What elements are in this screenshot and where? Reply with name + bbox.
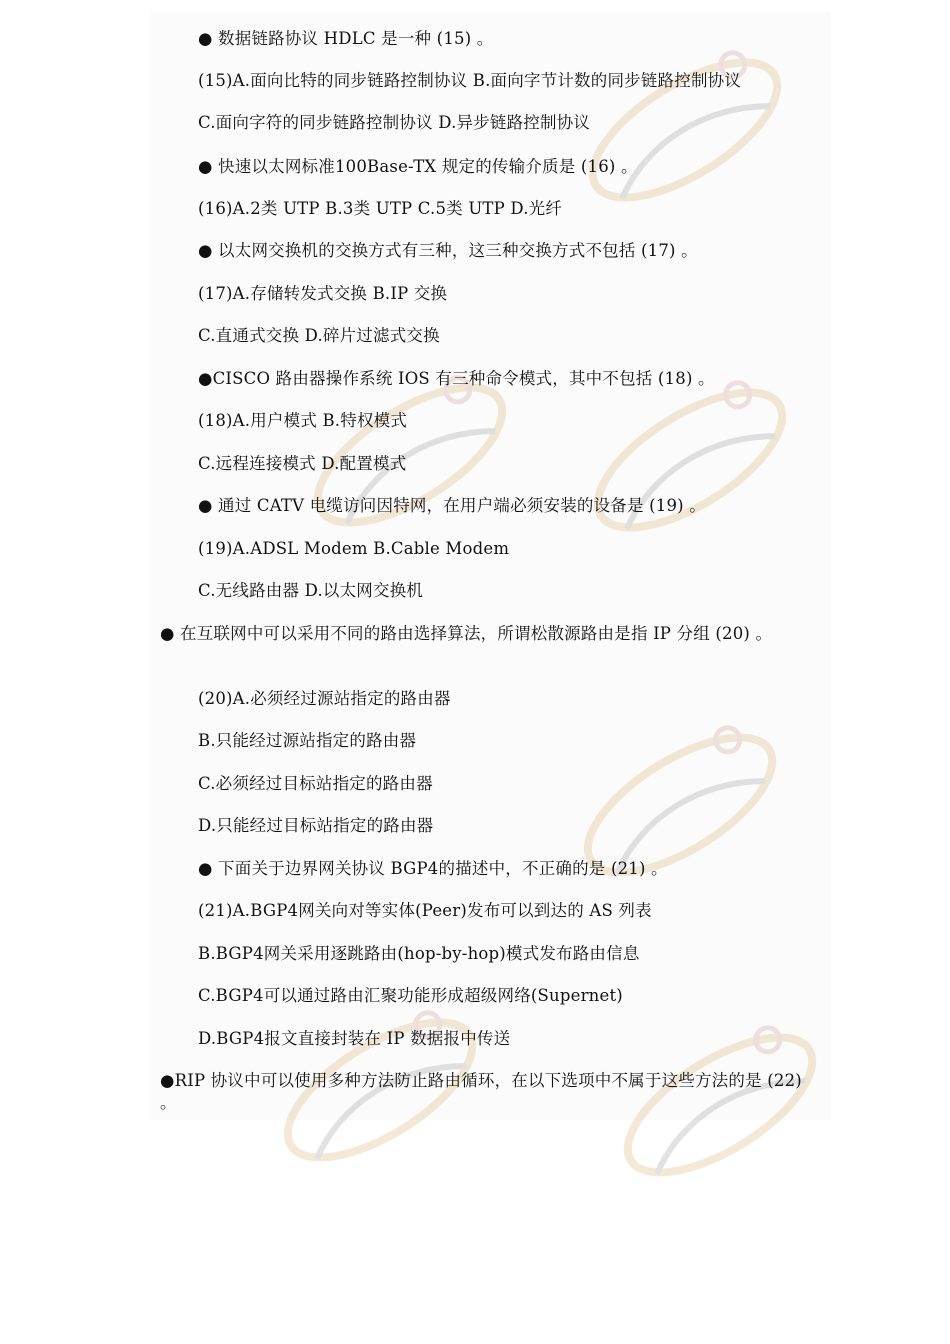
question-16-options: (16)A.2类 UTP B.3类 UTP C.5类 UTP D.光纤 xyxy=(198,199,563,218)
question-20-option-a: (20)A.必须经过源站指定的路由器 xyxy=(198,689,451,708)
question-20-text: ● 在互联网中可以采用不同的路由选择算法，所谓松散源路由是指 IP 分组 (20) 。 xyxy=(160,624,773,643)
question-18-text: ●CISCO 路由器操作系统 IOS 有三种命令模式，其中不包括 (18) 。 xyxy=(198,369,715,388)
question-20-option-d: D.只能经过目标站指定的路由器 xyxy=(198,816,434,835)
question-19-options-ab: (19)A.ADSL Modem B.Cable Modem xyxy=(198,539,510,558)
question-17-text: ● 以太网交换机的交换方式有三种，这三种交换方式不包括 (17) 。 xyxy=(198,241,698,260)
question-20-option-c: C.必须经过目标站指定的路由器 xyxy=(198,774,433,793)
question-15-options-ab: (15)A.面向比特的同步链路控制协议 B.面向字节计数的同步链路控制协议 xyxy=(198,71,742,90)
question-15-text: ● 数据链路协议 HDLC 是一种 (15) 。 xyxy=(198,29,494,48)
question-19-text: ● 通过 CATV 电缆访问因特网，在用户端必须安装的设备是 (19) 。 xyxy=(198,496,706,515)
question-18-options-cd: C.远程连接模式 D.配置模式 xyxy=(198,454,407,473)
question-21-option-c: C.BGP4可以通过路由汇聚功能形成超级网络(Supernet) xyxy=(198,986,623,1005)
question-15-options-cd: C.面向字符的同步链路控制协议 D.异步链路控制协议 xyxy=(198,113,591,132)
question-22-text: ●RIP 协议中可以使用多种方法防止路由循环，在以下选项中不属于这些方法的是 (22) 。 xyxy=(160,1071,802,1112)
question-21-text: ● 下面关于边界网关协议 BGP4的描述中，不正确的是 (21) 。 xyxy=(198,859,668,878)
question-21-option-a: (21)A.BGP4网关向对等实体(Peer)发布可以到达的 AS 列表 xyxy=(198,901,652,920)
question-16-text: ● 快速以太网标准100Base-TX 规定的传输介质是 (16) 。 xyxy=(198,157,638,176)
question-21-option-d: D.BGP4报文直接封装在 IP 数据报中传送 xyxy=(198,1029,511,1048)
question-19-options-cd: C.无线路由器 D.以太网交换机 xyxy=(198,581,424,600)
question-18-options-ab: (18)A.用户模式 B.特权模式 xyxy=(198,411,408,430)
question-20-option-b: B.只能经过源站指定的路由器 xyxy=(198,731,417,750)
question-17-options-ab: (17)A.存储转发式交换 B.IP 交换 xyxy=(198,284,448,303)
question-17-options-cd: C.直通式交换 D.碎片过滤式交换 xyxy=(198,326,440,345)
question-21-option-b: B.BGP4网关采用逐跳路由(hop-by-hop)模式发布路由信息 xyxy=(198,944,640,963)
